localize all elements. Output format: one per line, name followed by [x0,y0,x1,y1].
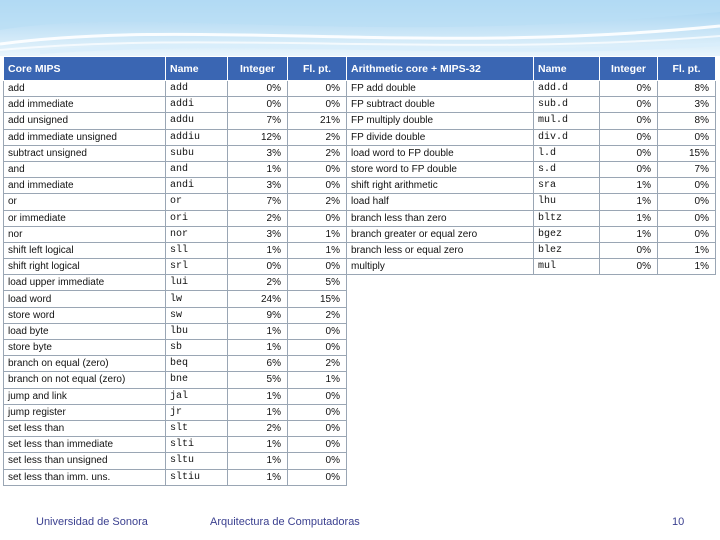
instruction-cell: FP divide double [347,129,534,145]
mnemonic-cell: addiu [166,129,228,145]
fp-cell: 0% [288,97,347,113]
instruction-cell: add immediate unsigned [4,129,166,145]
fp-cell: 1% [288,242,347,258]
integer-cell: 7% [228,194,288,210]
fp-cell: 8% [658,81,716,97]
column-header: Arithmetic core + MIPS-32 [347,57,534,81]
arithmetic-core-table [346,56,716,275]
table-row [4,469,347,485]
fp-cell: 0% [658,226,716,242]
mnemonic-cell: slti [166,437,228,453]
mnemonic-cell: lbu [166,323,228,339]
table-row [4,453,347,469]
column-header: Fl. pt. [288,57,347,81]
mnemonic-cell: div.d [534,129,600,145]
instruction-cell: and immediate [4,178,166,194]
instruction-cell: set less than unsigned [4,453,166,469]
instruction-cell: nor [4,226,166,242]
integer-cell: 24% [228,291,288,307]
table-row [347,194,716,210]
integer-cell: 2% [228,275,288,291]
integer-cell: 0% [228,259,288,275]
fp-cell: 0% [288,259,347,275]
instruction-cell: branch on not equal (zero) [4,372,166,388]
integer-cell: 7% [228,113,288,129]
table-row [4,226,347,242]
instruction-cell: set less than [4,420,166,436]
mnemonic-cell: sra [534,178,600,194]
instruction-cell: add unsigned [4,113,166,129]
table-row [4,178,347,194]
fp-cell: 3% [658,97,716,113]
fp-cell: 0% [288,469,347,485]
column-header: Integer [228,57,288,81]
integer-cell: 2% [228,210,288,226]
table-row [347,97,716,113]
footer-university: Universidad de Sonora [36,516,148,528]
mnemonic-cell: sltu [166,453,228,469]
mnemonic-cell: bgez [534,226,600,242]
table-row [4,307,347,323]
instruction-cell: load half [347,194,534,210]
integer-cell: 1% [600,226,658,242]
mnemonic-cell: slt [166,420,228,436]
fp-cell: 0% [658,129,716,145]
mnemonic-cell: blez [534,242,600,258]
mnemonic-cell: lhu [534,194,600,210]
table-row [4,340,347,356]
mnemonic-cell: jr [166,404,228,420]
fp-cell: 1% [288,372,347,388]
integer-cell: 3% [228,145,288,161]
instruction-cell: subtract unsigned [4,145,166,161]
table-row [4,129,347,145]
column-header: Integer [600,57,658,81]
instruction-cell: branch less than zero [347,210,534,226]
instruction-cell: shift right logical [4,259,166,275]
integer-cell: 0% [600,81,658,97]
fp-cell: 0% [288,453,347,469]
fp-cell: 0% [288,178,347,194]
integer-cell: 12% [228,129,288,145]
fp-cell: 15% [288,291,347,307]
fp-cell: 0% [288,404,347,420]
instruction-cell: load byte [4,323,166,339]
fp-cell: 5% [288,275,347,291]
integer-cell: 0% [228,81,288,97]
table-row [4,161,347,177]
mnemonic-cell: sb [166,340,228,356]
integer-cell: 1% [228,340,288,356]
fp-cell: 1% [658,242,716,258]
mnemonic-cell: mul.d [534,113,600,129]
integer-cell: 1% [228,242,288,258]
page-number: 10 [672,516,685,528]
instruction-cell: branch on equal (zero) [4,356,166,372]
fp-cell: 0% [288,81,347,97]
fp-cell: 15% [658,145,716,161]
integer-cell: 3% [228,178,288,194]
mnemonic-cell: or [166,194,228,210]
fp-cell: 7% [658,161,716,177]
instruction-cell: add immediate [4,97,166,113]
integer-cell: 1% [600,178,658,194]
fp-cell: 0% [288,210,347,226]
integer-cell: 1% [600,210,658,226]
mnemonic-cell: sll [166,242,228,258]
table-row [347,210,716,226]
table-row [4,275,347,291]
table-row [347,113,716,129]
integer-cell: 1% [228,453,288,469]
fp-cell: 2% [288,307,347,323]
fp-cell: 2% [288,145,347,161]
instruction-cell: branch less or equal zero [347,242,534,258]
instruction-cell: or [4,194,166,210]
mnemonic-cell: andi [166,178,228,194]
fp-cell: 8% [658,113,716,129]
fp-cell: 0% [288,437,347,453]
integer-cell: 1% [228,388,288,404]
integer-cell: 0% [600,259,658,275]
mnemonic-cell: jal [166,388,228,404]
instruction-cell: branch greater or equal zero [347,226,534,242]
table-row [347,226,716,242]
table-row [4,242,347,258]
table-row [347,178,716,194]
header-banner [0,0,720,56]
column-header: Name [166,57,228,81]
instruction-cell: set less than immediate [4,437,166,453]
table-row [347,129,716,145]
column-header: Name [534,57,600,81]
table-row [347,161,716,177]
mnemonic-cell: add [166,81,228,97]
table-row [4,372,347,388]
integer-cell: 0% [228,97,288,113]
table-row [4,291,347,307]
integer-cell: 9% [228,307,288,323]
mnemonic-cell: and [166,161,228,177]
integer-cell: 0% [600,129,658,145]
instruction-cell: store byte [4,340,166,356]
table-row [347,259,716,275]
mnemonic-cell: lw [166,291,228,307]
instruction-cell: FP multiply double [347,113,534,129]
integer-cell: 5% [228,372,288,388]
mnemonic-cell: srl [166,259,228,275]
integer-cell: 1% [228,404,288,420]
fp-cell: 0% [658,178,716,194]
mnemonic-cell: subu [166,145,228,161]
table-row [4,97,347,113]
table-row [347,242,716,258]
integer-cell: 0% [600,145,658,161]
instruction-cell: jump register [4,404,166,420]
instruction-cell: FP add double [347,81,534,97]
integer-cell: 0% [600,242,658,258]
mnemonic-cell: s.d [534,161,600,177]
table-row [4,404,347,420]
footer-course: Arquitectura de Computadoras [210,516,360,528]
integer-cell: 2% [228,420,288,436]
instruction-cell: jump and link [4,388,166,404]
table-row [347,81,716,97]
mnemonic-cell: sub.d [534,97,600,113]
table-row [4,356,347,372]
fp-cell: 0% [288,388,347,404]
integer-cell: 1% [228,323,288,339]
integer-cell: 0% [600,161,658,177]
fp-cell: 1% [288,226,347,242]
integer-cell: 1% [600,194,658,210]
instruction-cell: shift right arithmetic [347,178,534,194]
fp-cell: 1% [658,259,716,275]
instruction-cell: store word [4,307,166,323]
integer-cell: 6% [228,356,288,372]
table-row [4,388,347,404]
instruction-cell: FP subtract double [347,97,534,113]
fp-cell: 21% [288,113,347,129]
fp-cell: 0% [288,161,347,177]
mnemonic-cell: beq [166,356,228,372]
footer [0,514,720,540]
instruction-cell: set less than imm. uns. [4,469,166,485]
core-mips-table [3,56,347,486]
table-row [4,323,347,339]
table-row [4,113,347,129]
table-row [347,145,716,161]
instruction-cell: multiply [347,259,534,275]
mnemonic-cell: sltiu [166,469,228,485]
core-mips-header-row [4,57,347,81]
instruction-cell: or immediate [4,210,166,226]
integer-cell: 1% [228,437,288,453]
instruction-cell: shift left logical [4,242,166,258]
fp-cell: 2% [288,194,347,210]
table-row [4,259,347,275]
mnemonic-cell: lui [166,275,228,291]
fp-cell: 0% [658,194,716,210]
mnemonic-cell: ori [166,210,228,226]
integer-cell: 0% [600,113,658,129]
integer-cell: 1% [228,469,288,485]
instruction-cell: store word to FP double [347,161,534,177]
mnemonic-cell: mul [534,259,600,275]
mnemonic-cell: add.d [534,81,600,97]
table-row [4,81,347,97]
instruction-cell: load word to FP double [347,145,534,161]
mnemonic-cell: l.d [534,145,600,161]
fp-cell: 0% [288,323,347,339]
mnemonic-cell: bne [166,372,228,388]
mnemonic-cell: sw [166,307,228,323]
mnemonic-cell: nor [166,226,228,242]
mnemonic-cell: addi [166,97,228,113]
mnemonic-cell: addu [166,113,228,129]
instruction-cell: load word [4,291,166,307]
fp-cell: 0% [288,340,347,356]
mnemonic-cell: bltz [534,210,600,226]
fp-cell: 2% [288,129,347,145]
integer-cell: 1% [228,161,288,177]
table-row [4,437,347,453]
fp-cell: 0% [658,210,716,226]
integer-cell: 0% [600,97,658,113]
column-header: Fl. pt. [658,57,716,81]
fp-cell: 2% [288,356,347,372]
instruction-cell: add [4,81,166,97]
integer-cell: 3% [228,226,288,242]
column-header: Core MIPS [4,57,166,81]
instruction-cell: and [4,161,166,177]
instruction-cell: load upper immediate [4,275,166,291]
table-row [4,210,347,226]
table-row [4,145,347,161]
fp-cell: 0% [288,420,347,436]
arithmetic-core-header-row [347,57,716,81]
table-row [4,194,347,210]
table-row [4,420,347,436]
